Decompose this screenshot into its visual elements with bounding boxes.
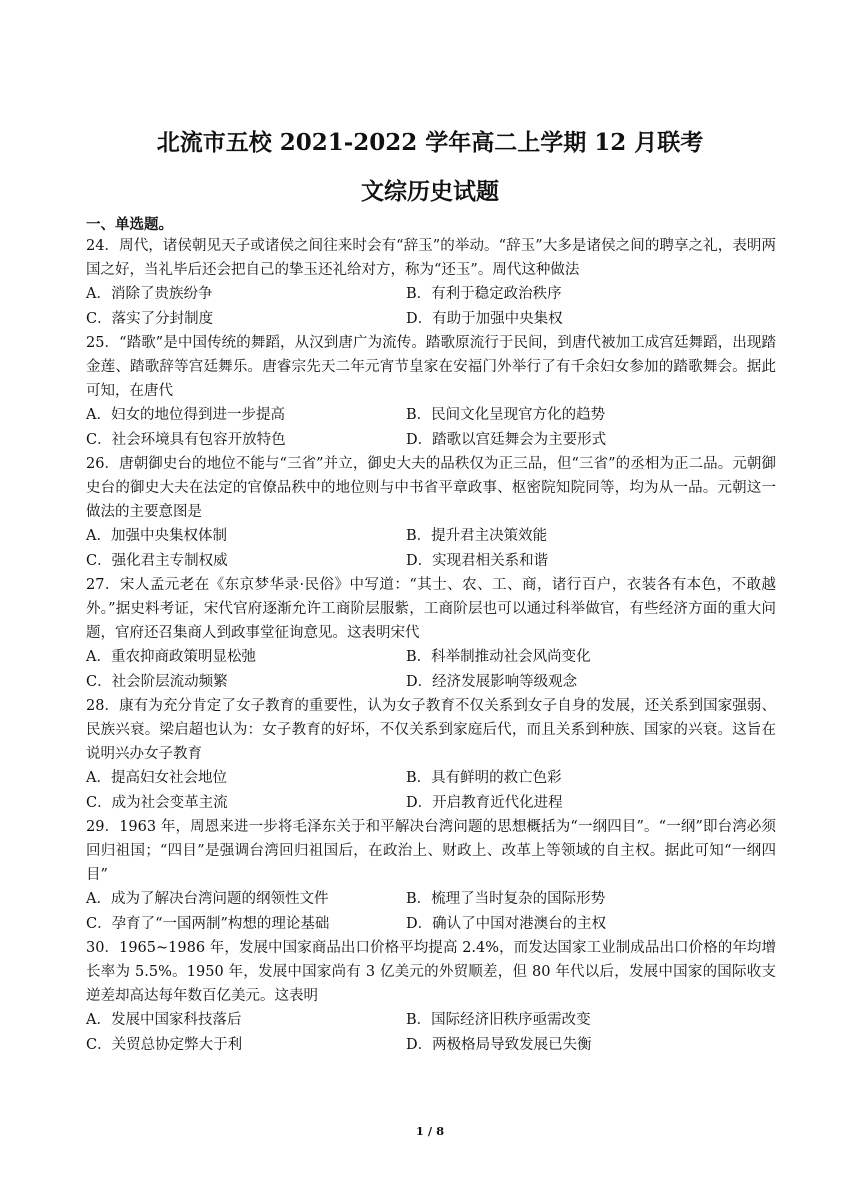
option-c[interactable]: C．成为社会变革主流	[86, 794, 228, 811]
option-c[interactable]: C．强化君主专制权威	[86, 552, 228, 569]
question-stem: 25．“踏歌”是中国传统的舞蹈，从汉到唐广为流传。踏歌原流行于民间，到唐代被加工成宫廷舞蹈，出现踏金莲、踏歌辞等宫廷舞乐。唐睿宗先天二年元宵节皇家在安福门外举行了有千余妇女参加的踏歌舞会。据此可知，在唐代	[86, 334, 776, 400]
question-stem: 27．宋人孟元老在《东京梦华录·民俗》中写道：“其士、农、工、商，诸行百户，衣装各有本色，不敢越外。”据史料考证，宋代官府逐渐允许工商阶层服紫，工商阶层也可以通过科举做官，有些经济方面的重大问题，官府还召集商人到政事堂征询意见。这表明宋代	[86, 576, 776, 642]
option-c[interactable]: C．社会环境具有包容开放特色	[86, 431, 286, 448]
option-a[interactable]: A．重农抑商政策明显松弛	[86, 649, 256, 666]
question-item	[86, 452, 776, 573]
option-a[interactable]: A．妇女的地位得到进一步提高	[86, 407, 285, 424]
option-c[interactable]: C．社会阶层流动频繁	[86, 673, 228, 690]
option-d[interactable]: D．确认了中国对港澳台的主权	[406, 915, 607, 932]
option-row	[86, 791, 776, 815]
option-row	[86, 887, 776, 911]
option-d[interactable]: D．有助于加强中央集权	[406, 310, 563, 327]
question-stem: 28．康有为充分肯定了女子教育的重要性，认为女子教育不仅关系到女子自身的发展，还关系到国家强弱、民族兴衰。梁启超也认为：女子教育的好坏，不仅关系到家庭后代，而且关系到种族、国家的兴衰。这旨在说明兴办女子教育	[86, 697, 776, 763]
option-row	[86, 403, 776, 427]
option-a[interactable]: A．提高妇女社会地位	[86, 770, 227, 787]
page-number: 1 / 8	[415, 1124, 445, 1138]
option-b[interactable]: B．科举制推动社会风尚变化	[406, 649, 591, 666]
question-stem: 30．1965~1986 年，发展中国家商品出口价格平均提高 2.4%，而发达国家工业制成品出口价格的年均增长率为 5.5%。1950 年，发展中国家尚有 3 亿美元的外贸顺差，但 80 年代以后，发展中国家的国际收支逆差却高达每年数百亿美元。这表明	[86, 939, 776, 1005]
option-row	[86, 912, 776, 936]
question-list	[86, 234, 776, 1057]
option-row	[86, 1033, 776, 1057]
option-a[interactable]: A．发展中国家科技落后	[86, 1012, 242, 1029]
option-row	[86, 282, 776, 306]
question-stem: 26．唐朝御史台的地位不能与“三省”并立，御史大夫的品秩仅为正三品，但“三省”的丞相为正二品。元朝御史台的御史大夫在法定的官僚品秩中的地位则与中书省平章政事、枢密院知院同等，均为从一品。元朝这一做法的主要意图是	[86, 455, 776, 521]
option-d[interactable]: D．实现君相关系和谐	[406, 552, 549, 569]
option-d[interactable]: D．两极格局导致发展已失衡	[406, 1036, 592, 1053]
question-item	[86, 234, 776, 331]
option-b[interactable]: B．国际经济旧秩序亟需改变	[406, 1012, 591, 1029]
question-item	[86, 331, 776, 452]
question-stem: 24．周代，诸侯朝见天子或诸侯之间往来时会有“辞玉”的举动。“辞玉”大多是诸侯之间的聘享之礼，表明两国之好，当礼毕后还会把自己的挚玉还礼给对方，称为“还玉”。周代这种做法	[86, 238, 776, 279]
option-row	[86, 645, 776, 669]
question-item	[86, 936, 776, 1057]
option-row	[86, 1008, 776, 1032]
option-b[interactable]: B．提升君主决策效能	[406, 528, 548, 545]
option-row	[86, 670, 776, 694]
option-row	[86, 524, 776, 548]
option-a[interactable]: A．消除了贵族纷争	[86, 286, 213, 303]
option-c[interactable]: C．孕育了“一国两制”构想的理论基础	[86, 915, 330, 932]
option-c[interactable]: C．关贸总协定弊大于利	[86, 1036, 243, 1053]
option-d[interactable]: D．开启教育近代化进程	[406, 794, 563, 811]
exam-subtitle: 文综历史试题	[361, 178, 499, 205]
option-row	[86, 549, 776, 573]
question-item	[86, 694, 776, 815]
option-b[interactable]: B．梳理了当时复杂的国际形势	[406, 891, 606, 908]
question-item	[86, 573, 776, 694]
option-d[interactable]: D．踏歌以宫廷舞会为主要形式	[406, 431, 607, 448]
option-c[interactable]: C．落实了分封制度	[86, 310, 214, 327]
question-stem: 29．1963 年，周恩来进一步将毛泽东关于和平解决台湾问题的思想概括为“一纲四目”。“一纲”即台湾必须回归祖国；“四目”是强调台湾回归祖国后，在政治上、财政上、改革上等领域的自主权。据此可知“一纲四目”	[86, 818, 776, 884]
option-row	[86, 428, 776, 452]
option-d[interactable]: D．经济发展影响等级观念	[406, 673, 578, 690]
option-b[interactable]: B．具有鲜明的救亡色彩	[406, 770, 562, 787]
option-row	[86, 307, 776, 331]
option-a[interactable]: A．成为了解决台湾问题的纲领性文件	[86, 891, 329, 908]
exam-title: 北流市五校 2021-2022 学年高二上学期 12 月联考	[156, 129, 704, 156]
option-b[interactable]: B．有利于稳定政治秩序	[406, 286, 562, 303]
option-b[interactable]: B．民间文化呈现官方化的趋势	[406, 407, 606, 424]
option-a[interactable]: A．加强中央集权体制	[86, 528, 227, 545]
section-heading: 一、单选题。	[86, 216, 173, 233]
question-item	[86, 815, 776, 936]
option-row	[86, 766, 776, 790]
